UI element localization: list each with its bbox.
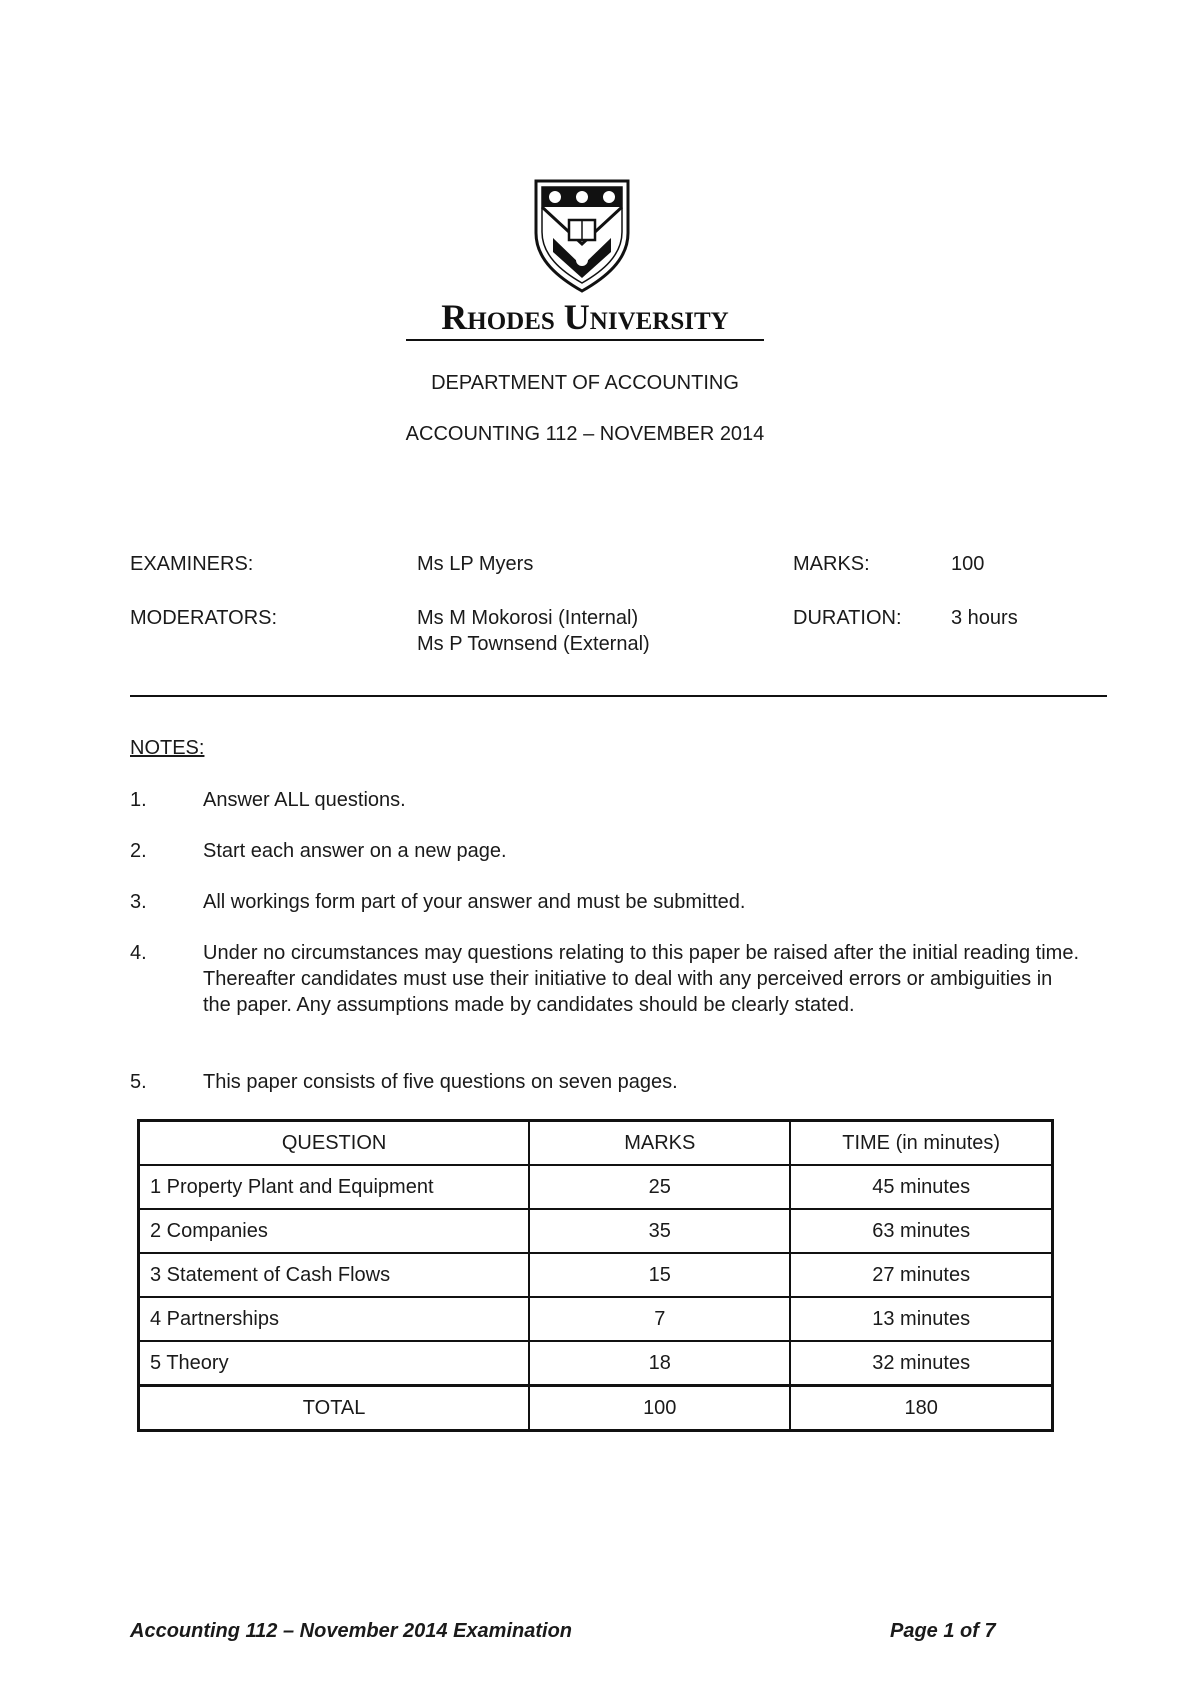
total-label-cell: TOTAL — [139, 1386, 530, 1431]
course-title: ACCOUNTING 112 – NOVEMBER 2014 — [405, 423, 765, 445]
marks-cell: 25 — [529, 1165, 790, 1209]
total-marks-cell: 100 — [529, 1386, 790, 1431]
table-row — [139, 1209, 1053, 1253]
marks-value: 100 — [951, 553, 985, 575]
table-total-row — [139, 1386, 1053, 1431]
examiners-value: Ms LP Myers — [417, 553, 534, 575]
table-row — [139, 1297, 1053, 1341]
footer-exam-title: Accounting 112 – November 2014 Examination — [130, 1620, 573, 1642]
note-number: 1. — [130, 789, 147, 811]
department-title: DEPARTMENT OF ACCOUNTING — [431, 372, 739, 394]
note-number: 4. — [130, 942, 147, 964]
table-header-row — [139, 1121, 1053, 1166]
marks-cell: 18 — [529, 1341, 790, 1386]
question-cell: 2 Companies — [139, 1209, 530, 1253]
section-divider — [130, 695, 1107, 697]
moderators-label: MODERATORS: — [130, 607, 278, 629]
note-text: Under no circumstances may questions relating to this paper be raised after the initial reading time. Thereafter candidates must use their initiative to deal with any perceived errors or ambiguities in the paper. Any assumptions made by candidates should be clearly stated. — [203, 942, 1080, 1016]
marks-allocation-table — [137, 1119, 1054, 1432]
duration-label: DURATION: — [793, 607, 902, 629]
column-header-time: TIME (in minutes) — [790, 1121, 1052, 1166]
duration-value: 3 hours — [951, 607, 1018, 629]
total-time-cell: 180 — [790, 1386, 1052, 1431]
note-text: Start each answer on a new page. — [203, 840, 507, 862]
time-cell: 45 minutes — [790, 1165, 1052, 1209]
table-row — [139, 1253, 1053, 1297]
table-row — [139, 1341, 1053, 1386]
marks-cell: 35 — [529, 1209, 790, 1253]
time-cell: 27 minutes — [790, 1253, 1052, 1297]
examiners-label: EXAMINERS: — [130, 553, 254, 575]
question-cell: 4 Partnerships — [139, 1297, 530, 1341]
university-wordmark: Rhodes University — [406, 299, 764, 341]
moderator-internal: Ms M Mokorosi (Internal) — [417, 607, 639, 629]
column-header-question: QUESTION — [139, 1121, 530, 1166]
university-crest-logo — [533, 178, 631, 294]
note-number: 5. — [130, 1071, 147, 1093]
note-text: This paper consists of five questions on seven pages. — [203, 1071, 678, 1093]
time-cell: 13 minutes — [790, 1297, 1052, 1341]
moderator-external: Ms P Townsend (External) — [417, 633, 650, 655]
column-header-marks: MARKS — [529, 1121, 790, 1166]
time-cell: 63 minutes — [790, 1209, 1052, 1253]
marks-label: MARKS: — [793, 553, 870, 575]
notes-title: NOTES: — [130, 737, 205, 759]
note-number: 3. — [130, 891, 147, 913]
marks-cell: 7 — [529, 1297, 790, 1341]
table-row — [139, 1165, 1053, 1209]
note-text: All workings form part of your answer and must be submitted. — [203, 891, 746, 913]
footer-page-number: Page 1 of 7 — [890, 1620, 996, 1642]
marks-cell: 15 — [529, 1253, 790, 1297]
note-text: Answer ALL questions. — [203, 789, 406, 811]
note-number: 2. — [130, 840, 147, 862]
question-cell: 3 Statement of Cash Flows — [139, 1253, 530, 1297]
question-cell: 5 Theory — [139, 1341, 530, 1386]
question-cell: 1 Property Plant and Equipment — [139, 1165, 530, 1209]
time-cell: 32 minutes — [790, 1341, 1052, 1386]
